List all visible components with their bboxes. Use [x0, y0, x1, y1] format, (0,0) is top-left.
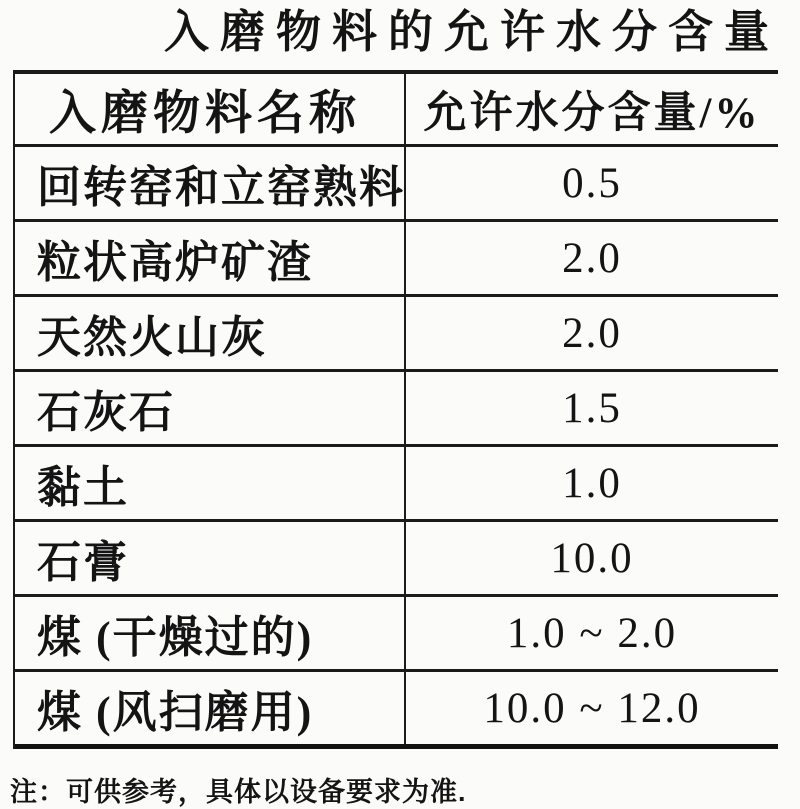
table-row	[15, 597, 778, 672]
header-moisture-content: 允许水分含量/%	[423, 89, 761, 137]
material-name-cell: 天然火山灰	[15, 297, 406, 369]
page-title: 入磨物料的允许水分含量	[163, 6, 780, 57]
header-material-name: 入磨物料名称	[15, 74, 406, 144]
material-name-cell: 黏土	[15, 447, 406, 519]
moisture-value-cell: 1.0	[562, 459, 622, 507]
materials-table	[13, 70, 778, 749]
table-row	[15, 672, 778, 749]
material-name-cell: 煤 (风扫磨用)	[15, 672, 406, 744]
moisture-value-cell: 10.0 ~ 12.0	[483, 684, 701, 732]
table-row	[15, 297, 778, 372]
material-name-cell: 回转窑和立窑熟料	[15, 147, 406, 219]
table-row	[15, 372, 778, 447]
material-name-cell: 煤 (干燥过的)	[15, 597, 406, 669]
footnote: 注：可供参考，具体以设备要求为准.	[10, 777, 467, 807]
moisture-value-cell: 2.0	[562, 234, 622, 282]
material-name-cell: 粒状高炉矿渣	[15, 222, 406, 294]
moisture-value-cell: 10.0	[550, 534, 634, 582]
table-row	[15, 147, 778, 222]
table-row	[15, 522, 778, 597]
moisture-value-cell: 1.5	[562, 384, 622, 432]
table-row	[15, 222, 778, 297]
material-name-cell: 石膏	[15, 522, 406, 594]
material-name-cell: 石灰石	[15, 372, 406, 444]
table-header-row	[15, 74, 778, 147]
moisture-value-cell: 1.0 ~ 2.0	[506, 609, 678, 657]
table-row	[15, 447, 778, 522]
moisture-value-cell: 0.5	[562, 159, 622, 207]
moisture-value-cell: 2.0	[562, 309, 622, 357]
